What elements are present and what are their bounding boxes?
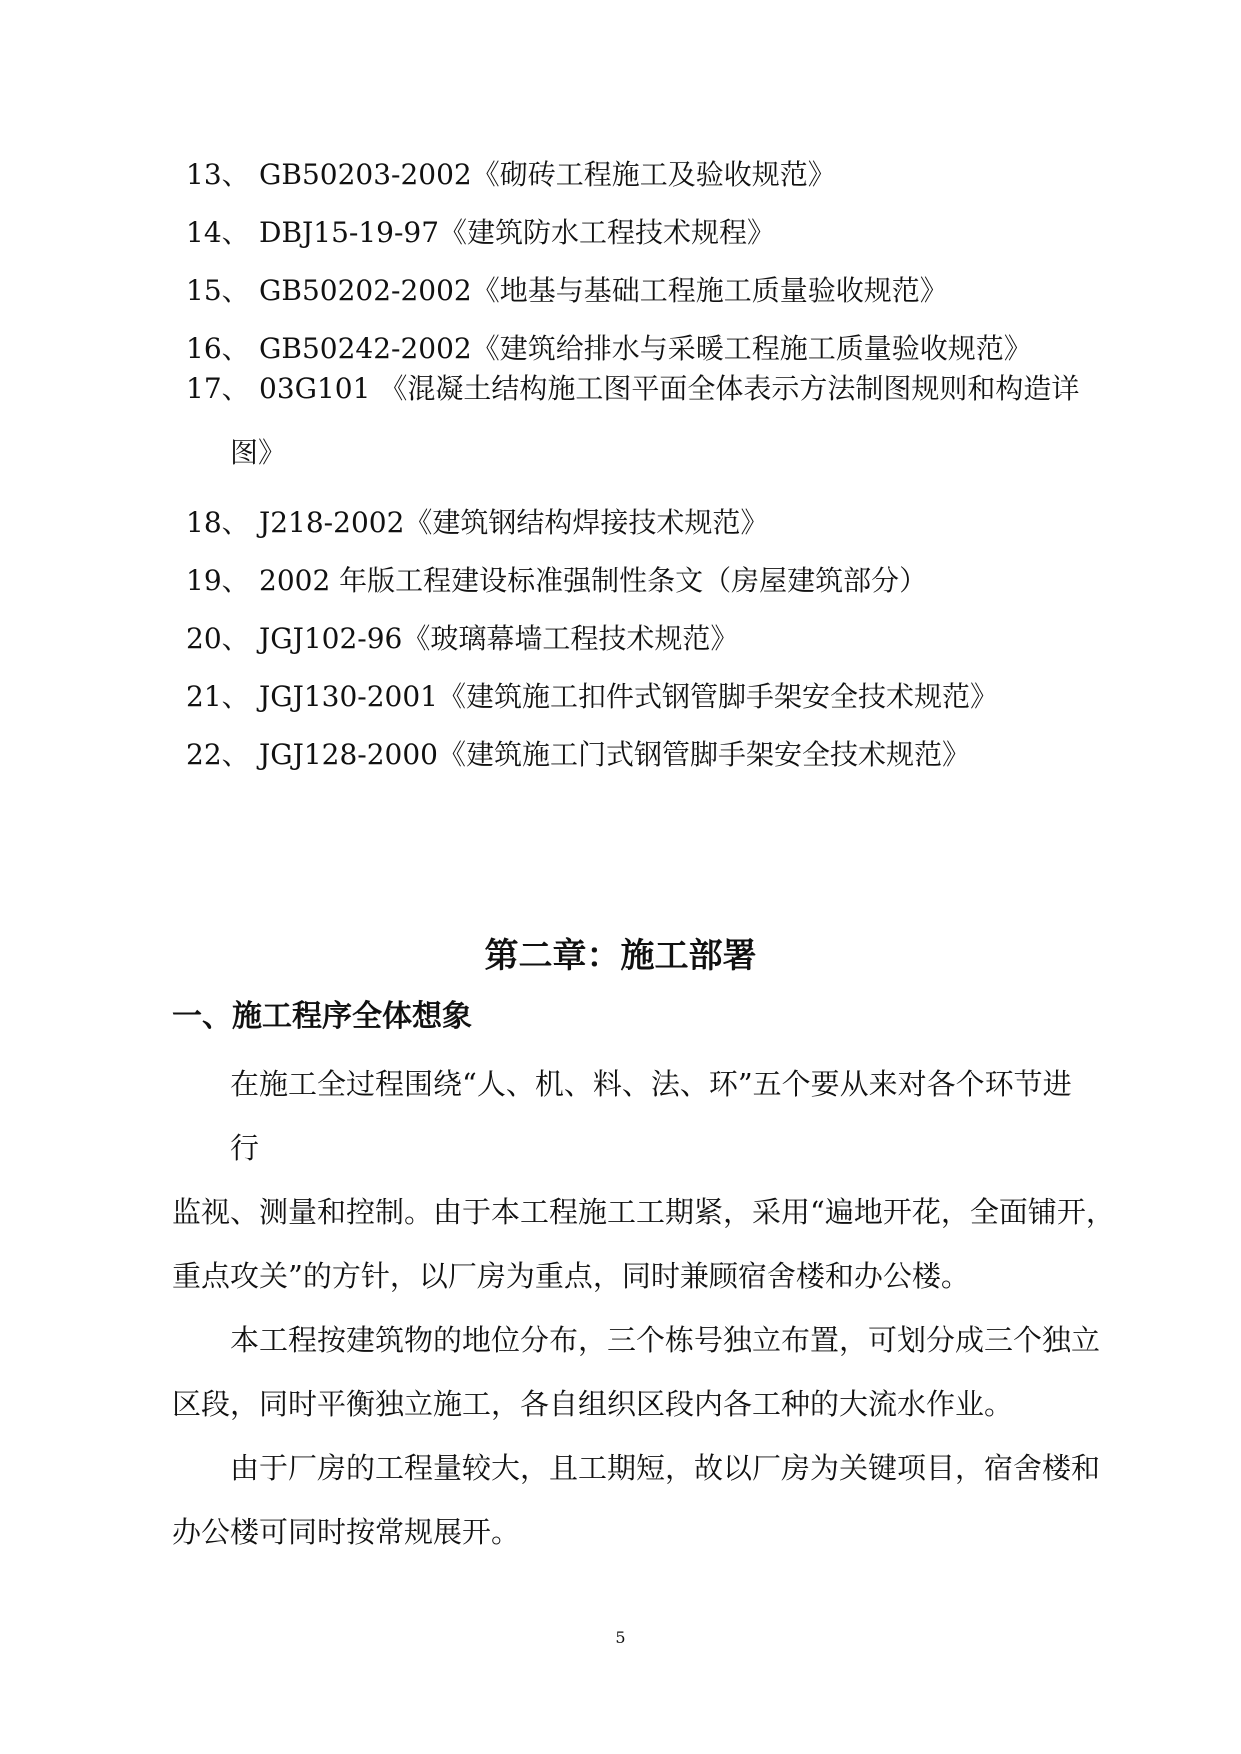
reference-item-13 bbox=[186, 157, 1176, 193]
reference-number: 18、 bbox=[186, 506, 250, 539]
page-number: 5 bbox=[615, 1628, 626, 1647]
paragraph-1 bbox=[172, 1052, 1172, 1308]
paragraph-2 bbox=[172, 1308, 1172, 1436]
reference-text-continuation: 图》 bbox=[230, 436, 287, 469]
paragraph-line: 区段，同时平衡独立施工，各自组织区段内各工种的大流水作业。 bbox=[172, 1387, 1014, 1421]
paragraph-line: 在施工全过程围绕“人、机、料、法、环”五个要从来对各个环节进 bbox=[230, 1067, 1072, 1101]
reference-item-18 bbox=[186, 505, 1176, 541]
paragraph-line: 行 bbox=[230, 1131, 260, 1165]
reference-item-19 bbox=[186, 563, 1176, 599]
reference-number: 21、 bbox=[186, 680, 250, 713]
paragraph-line: 重点攻关”的方针，以厂房为重点，同时兼顾宿舍楼和办公楼。 bbox=[172, 1259, 970, 1293]
reference-item-17 bbox=[186, 357, 1176, 485]
reference-number: 20、 bbox=[186, 622, 250, 655]
reference-number: 15、 bbox=[186, 274, 250, 307]
reference-item-14 bbox=[186, 215, 1176, 251]
reference-item-22 bbox=[186, 737, 1176, 773]
reference-number: 14、 bbox=[186, 216, 250, 249]
reference-text: JGJ102-96《玻璃幕墙工程技术规范》 bbox=[259, 622, 739, 655]
reference-item-21 bbox=[186, 679, 1176, 715]
reference-text: J218-2002《建筑钢结构焊接技术规范》 bbox=[259, 506, 769, 539]
reference-text: JGJ128-2000《建筑施工门式钢管脚手架安全技术规范》 bbox=[259, 738, 970, 771]
reference-text: DBJ15-19-97《建筑防水工程技术规程》 bbox=[259, 216, 776, 249]
reference-item-15 bbox=[186, 273, 1176, 309]
paragraph-line: 本工程按建筑物的地位分布，三个栋号独立布置，可划分成三个独立 bbox=[230, 1323, 1101, 1357]
reference-item-20 bbox=[186, 621, 1176, 657]
reference-text: 03G101 《混凝土结构施工图平面全体表示方法制图规则和构造详 bbox=[259, 372, 1080, 405]
reference-text: GB50202-2002《地基与基础工程施工质量验收规范》 bbox=[259, 274, 948, 307]
reference-number: 16、 bbox=[186, 332, 250, 365]
reference-number: 19、 bbox=[186, 564, 250, 597]
chapter-title: 第二章：施工部署 bbox=[484, 936, 757, 976]
section-heading: 一、施工程序全体想象 bbox=[172, 999, 472, 1034]
reference-text: GB50203-2002《砌砖工程施工及验收规范》 bbox=[259, 158, 836, 191]
paragraph-line: 由于厂房的工程量较大，且工期短，故以厂房为关键项目，宿舍楼和 bbox=[230, 1451, 1101, 1485]
paragraph-3 bbox=[172, 1436, 1172, 1564]
reference-number: 13、 bbox=[186, 158, 250, 191]
reference-text: 2002 年版工程建设标准强制性条文（房屋建筑部分） bbox=[259, 564, 928, 597]
paragraph-line: 办公楼可同时按常规展开。 bbox=[172, 1515, 521, 1549]
reference-text: GB50242-2002《建筑给排水与采暖工程施工质量验收规范》 bbox=[259, 332, 1032, 365]
paragraph-line: 监视、测量和控制。由于本工程施工工期紧，采用“遍地开花，全面铺开， bbox=[172, 1195, 1115, 1229]
reference-number: 17、 bbox=[186, 372, 250, 405]
reference-number: 22、 bbox=[186, 738, 250, 771]
reference-text: JGJ130-2001《建筑施工扣件式钢管脚手架安全技术规范》 bbox=[259, 680, 998, 713]
